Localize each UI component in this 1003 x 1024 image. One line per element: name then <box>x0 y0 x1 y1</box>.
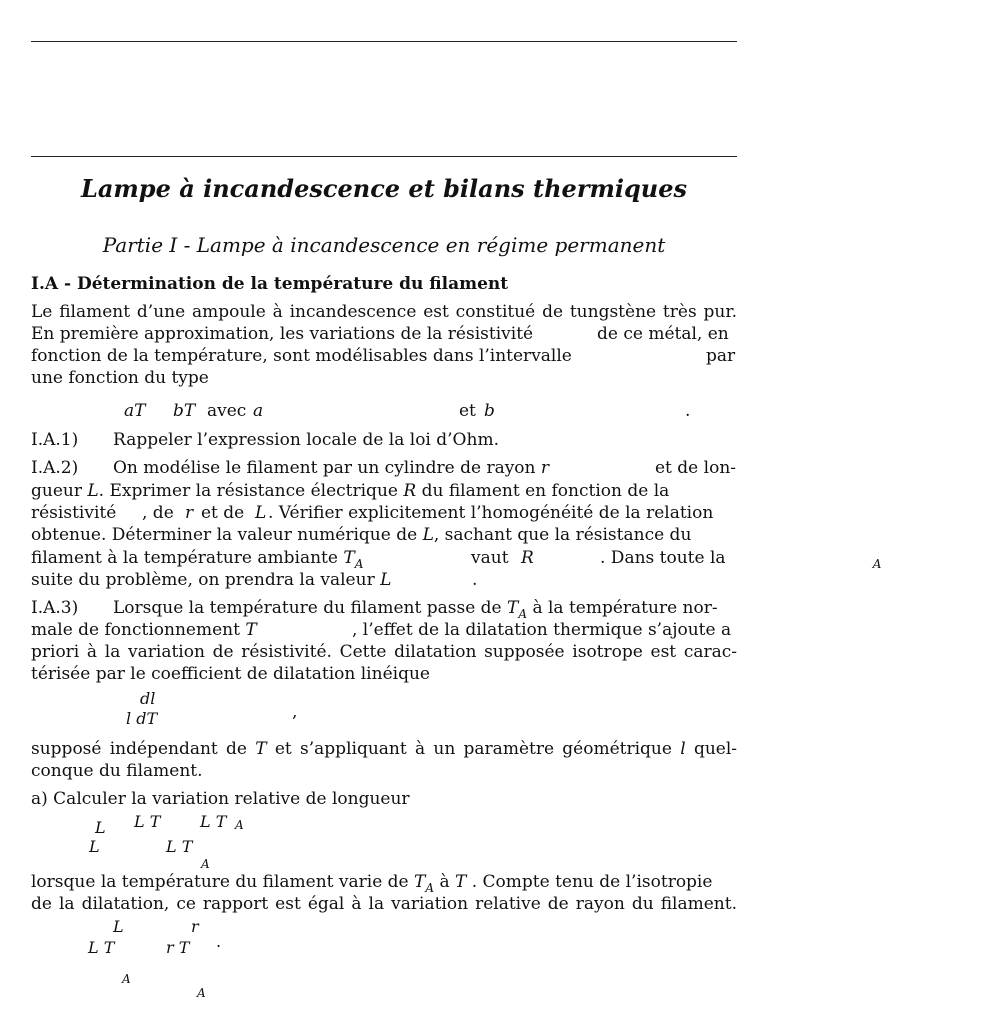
question-3-line-4: térisée par le coefficient de dilatation linéique <box>31 664 430 684</box>
sub-question-a: a) Calculer la variation relative de longueur <box>31 789 410 809</box>
formula-ratio-L-num: L <box>113 917 124 936</box>
intro-line-3: fonction de la température, sont modélisables dans l’intervalle par <box>31 346 736 366</box>
fraction-comma: , <box>292 702 298 722</box>
question-2-line-4: obtenue. Déterminer la valeur numérique de L, sachant que la résistance du <box>31 525 692 545</box>
question-2-line-3: résistivité , de r et de L . Vérifier explicitement l’homogénéité de la relation <box>31 503 714 523</box>
formula-ratio-r-sub: A <box>197 986 206 1000</box>
formula-ratio-L-den: L T <box>88 938 115 957</box>
part-subtitle: Partie I - Lampe à incandescence en régime permanent <box>102 233 666 257</box>
formula-dl-num-LT: L T <box>134 812 161 831</box>
formula-dl-num-L: L <box>95 818 106 837</box>
section-heading: I.A - Détermination de la température du filament <box>31 274 509 294</box>
question-2-line-1: I.A.2) On modélise le filament par un cylindre de rayon r et de lon- <box>31 458 737 478</box>
formula-dl-num-sub: A <box>235 818 244 832</box>
fraction-denominator: l dT <box>126 709 158 728</box>
question-2-line-6: suite du problème, on prendra la valeur L . <box>31 570 478 590</box>
intro-line-2: En première approximation, les variations de la résistivité de ce métal, en <box>31 324 729 344</box>
question-1: I.A.1) Rappeler l’expression locale de la loi d’Ohm. <box>31 430 499 450</box>
intro-line-4: une fonction du type <box>31 368 209 388</box>
fraction-numerator: dl <box>140 689 156 708</box>
question-2-line-2: gueur L. Exprimer la résistance électrique R du filament en fonction de la <box>31 481 670 501</box>
formula-ratio-r-den: r T <box>166 938 190 957</box>
top-rule <box>31 41 737 42</box>
formula-ratio-L-sub: A <box>122 972 131 986</box>
question-2-line-5: filament à la température ambiante $T_A$ vaut R $_A$ . Dans toute la <box>31 548 882 571</box>
question-3-line-2: male de fonctionnement T , l’effet de la dilatation thermique s’ajoute a <box>31 620 732 640</box>
question-3-line-5: supposé indépendant de T et s’appliquant à un paramètre géométrique l quel- <box>31 739 738 759</box>
formula-dl-num-LTA: L T <box>200 812 227 831</box>
formula-dl-den-LTA: L T <box>166 837 193 856</box>
formula-resistivity: aT bT avec a et b . <box>124 401 691 421</box>
formula-ratio-r-num: r <box>191 917 199 936</box>
question-3-line-6: conque du filament. <box>31 761 203 781</box>
formula-dl-den-sub: A <box>201 857 210 871</box>
sub-question-a-line-2: lorsque la température du filament varie de $T_A$ à T . Compte tenu de l’isotropie <box>31 872 713 895</box>
formula-ratio-dot: . <box>216 932 222 951</box>
intro-line-1: Le filament d’une ampoule à incandescence est constitué de tungstène très pur. <box>31 302 737 322</box>
question-3-line-1: I.A.3) Lorsque la température du filament passe de $T_A$ à la température nor- <box>31 598 718 621</box>
formula-dl-den-L: L <box>89 837 100 856</box>
sub-question-a-line-3: de la dilatation, ce rapport est égal à la variation relative de rayon du filament. <box>31 894 737 914</box>
question-3-line-3: priori à la variation de résistivité. Cette dilatation supposée isotrope est carac- <box>31 642 737 662</box>
document-title: Lampe à incandescence et bilans thermiques <box>80 174 687 203</box>
header-rule <box>31 156 737 157</box>
